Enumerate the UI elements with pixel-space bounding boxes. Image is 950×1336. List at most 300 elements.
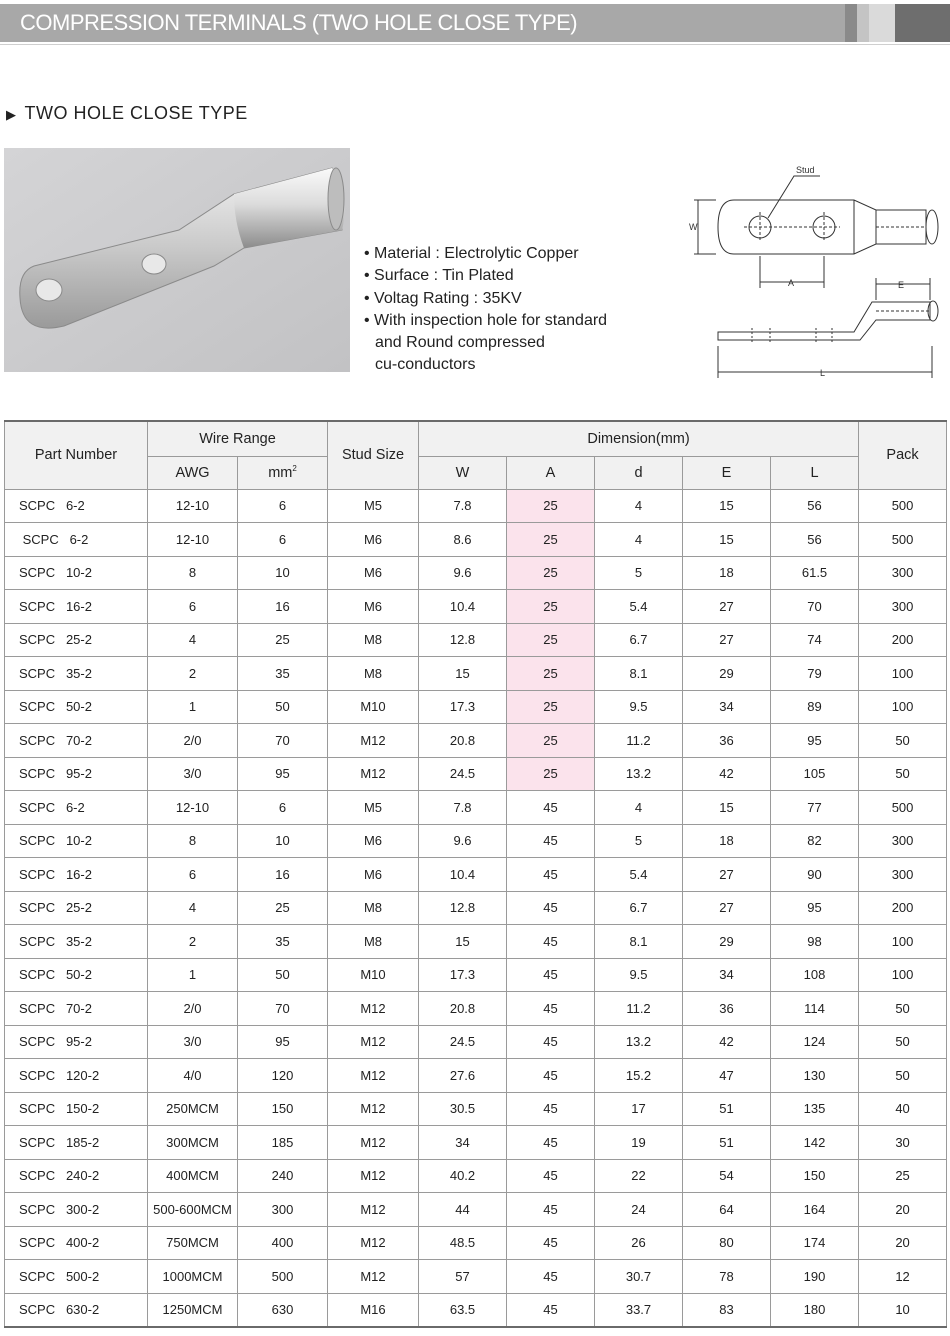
cell-l: 90 — [771, 858, 859, 892]
cell-mm2: 6 — [238, 791, 328, 825]
cell-l: 70 — [771, 590, 859, 624]
spec-note: cu-conductors — [375, 356, 476, 374]
cell-l: 174 — [771, 1226, 859, 1260]
cell-a: 45 — [507, 992, 595, 1026]
cell-a: 45 — [507, 1092, 595, 1126]
cell-a: 25 — [507, 590, 595, 624]
cell-l: 124 — [771, 1025, 859, 1059]
cell-pack: 20 — [859, 1193, 947, 1227]
cell-a: 45 — [507, 1193, 595, 1227]
cell-stud: M12 — [328, 1025, 419, 1059]
cell-stud: M8 — [328, 623, 419, 657]
cell-mm2: 6 — [238, 523, 328, 557]
cell-part: SCPC 70-2 — [5, 724, 148, 758]
cell-l: 135 — [771, 1092, 859, 1126]
header-e: E — [683, 456, 771, 489]
cell-awg: 1 — [148, 958, 238, 992]
cell-l: 180 — [771, 1293, 859, 1327]
cell-w: 20.8 — [419, 992, 507, 1026]
cell-mm2: 70 — [238, 992, 328, 1026]
cell-e: 54 — [683, 1159, 771, 1193]
cell-mm2: 150 — [238, 1092, 328, 1126]
cell-pack: 100 — [859, 657, 947, 691]
cell-part: SCPC 120-2 — [5, 1059, 148, 1093]
page-title: COMPRESSION TERMINALS (TWO HOLE CLOSE TYPE) — [20, 10, 578, 35]
cell-part: SCPC 300-2 — [5, 1193, 148, 1227]
title-bar — [0, 4, 950, 42]
cell-awg: 2/0 — [148, 992, 238, 1026]
title-bar-accent — [857, 4, 869, 42]
cell-d: 11.2 — [595, 724, 683, 758]
table-row — [5, 1159, 947, 1193]
cell-w: 17.3 — [419, 690, 507, 724]
cell-e: 15 — [683, 791, 771, 825]
cell-l: 164 — [771, 1193, 859, 1227]
cell-e: 27 — [683, 858, 771, 892]
cell-stud: M6 — [328, 590, 419, 624]
cell-d: 6.7 — [595, 623, 683, 657]
cell-pack: 200 — [859, 623, 947, 657]
title-bar-accent — [869, 4, 895, 42]
header-a: A — [507, 456, 595, 489]
cell-d: 24 — [595, 1193, 683, 1227]
cell-part: SCPC 16-2 — [5, 858, 148, 892]
cell-part: SCPC 500-2 — [5, 1260, 148, 1294]
table-row — [5, 757, 947, 791]
cell-stud: M12 — [328, 1260, 419, 1294]
cell-mm2: 16 — [238, 858, 328, 892]
cell-stud: M8 — [328, 891, 419, 925]
cell-awg: 2 — [148, 925, 238, 959]
cell-a: 45 — [507, 1159, 595, 1193]
cell-pack: 40 — [859, 1092, 947, 1126]
cell-stud: M10 — [328, 690, 419, 724]
header-awg: AWG — [148, 456, 238, 489]
cell-stud: M12 — [328, 1126, 419, 1160]
cell-stud: M8 — [328, 925, 419, 959]
cell-a: 25 — [507, 489, 595, 523]
cell-stud: M12 — [328, 1159, 419, 1193]
cell-l: 142 — [771, 1126, 859, 1160]
cell-e: 78 — [683, 1260, 771, 1294]
cell-awg: 4/0 — [148, 1059, 238, 1093]
cell-w: 34 — [419, 1126, 507, 1160]
cell-a: 45 — [507, 1059, 595, 1093]
cell-e: 27 — [683, 891, 771, 925]
cell-w: 63.5 — [419, 1293, 507, 1327]
cell-w: 15 — [419, 657, 507, 691]
cell-mm2: 10 — [238, 824, 328, 858]
cell-pack: 300 — [859, 824, 947, 858]
cell-pack: 100 — [859, 958, 947, 992]
cell-e: 51 — [683, 1126, 771, 1160]
cell-d: 19 — [595, 1126, 683, 1160]
cell-awg: 1250MCM — [148, 1293, 238, 1327]
cell-pack: 50 — [859, 757, 947, 791]
cell-a: 45 — [507, 1293, 595, 1327]
table-row — [5, 657, 947, 691]
table-row — [5, 1226, 947, 1260]
cell-awg: 12-10 — [148, 523, 238, 557]
cell-w: 10.4 — [419, 858, 507, 892]
table-row — [5, 858, 947, 892]
cell-part: SCPC 70-2 — [5, 992, 148, 1026]
cell-a: 25 — [507, 556, 595, 590]
cell-l: 79 — [771, 657, 859, 691]
cell-e: 36 — [683, 724, 771, 758]
cell-stud: M6 — [328, 556, 419, 590]
table-row — [5, 958, 947, 992]
cell-e: 18 — [683, 556, 771, 590]
cell-w: 20.8 — [419, 724, 507, 758]
dimension-drawing — [686, 160, 950, 382]
cell-pack: 50 — [859, 724, 947, 758]
cell-w: 12.8 — [419, 891, 507, 925]
cell-d: 4 — [595, 523, 683, 557]
cell-awg: 1 — [148, 690, 238, 724]
cell-awg: 12-10 — [148, 791, 238, 825]
cell-e: 18 — [683, 824, 771, 858]
table-row — [5, 523, 947, 557]
cell-part: SCPC 35-2 — [5, 657, 148, 691]
cell-mm2: 400 — [238, 1226, 328, 1260]
cell-stud: M5 — [328, 489, 419, 523]
cell-part: SCPC 400-2 — [5, 1226, 148, 1260]
cell-w: 15 — [419, 925, 507, 959]
cell-l: 190 — [771, 1260, 859, 1294]
spec-voltage-rating: • Voltag Rating : 35KV — [364, 289, 522, 307]
cell-l: 89 — [771, 690, 859, 724]
table-row — [5, 489, 947, 523]
cell-pack: 300 — [859, 590, 947, 624]
table-row — [5, 1260, 947, 1294]
cell-a: 45 — [507, 824, 595, 858]
cell-a: 45 — [507, 1260, 595, 1294]
cell-part: SCPC 10-2 — [5, 824, 148, 858]
cell-part: SCPC 95-2 — [5, 1025, 148, 1059]
cell-awg: 300MCM — [148, 1126, 238, 1160]
cell-awg: 8 — [148, 824, 238, 858]
spec-material: • Material : Electrolytic Copper — [364, 245, 579, 262]
title-divider — [0, 44, 950, 45]
cell-mm2: 25 — [238, 623, 328, 657]
cell-part: SCPC 6-2 — [5, 523, 148, 557]
e-label: E — [898, 280, 905, 290]
cell-l: 56 — [771, 489, 859, 523]
cell-mm2: 50 — [238, 690, 328, 724]
cell-stud: M5 — [328, 791, 419, 825]
cell-a: 25 — [507, 623, 595, 657]
cell-stud: M12 — [328, 992, 419, 1026]
cell-stud: M6 — [328, 858, 419, 892]
cell-pack: 200 — [859, 891, 947, 925]
product-photo — [4, 148, 350, 372]
cell-e: 51 — [683, 1092, 771, 1126]
cell-awg: 750MCM — [148, 1226, 238, 1260]
cell-w: 17.3 — [419, 958, 507, 992]
cell-part: SCPC 10-2 — [5, 556, 148, 590]
cell-w: 24.5 — [419, 1025, 507, 1059]
cell-a: 25 — [507, 523, 595, 557]
cell-pack: 50 — [859, 1059, 947, 1093]
table-row — [5, 791, 947, 825]
cell-l: 98 — [771, 925, 859, 959]
table-row — [5, 623, 947, 657]
cell-e: 47 — [683, 1059, 771, 1093]
cell-d: 4 — [595, 489, 683, 523]
cell-a: 25 — [507, 757, 595, 791]
cell-w: 9.6 — [419, 556, 507, 590]
cell-mm2: 10 — [238, 556, 328, 590]
cell-awg: 3/0 — [148, 1025, 238, 1059]
cell-e: 15 — [683, 523, 771, 557]
cell-part: SCPC 150-2 — [5, 1092, 148, 1126]
cell-pack: 500 — [859, 489, 947, 523]
cell-a: 45 — [507, 891, 595, 925]
cell-d: 15.2 — [595, 1059, 683, 1093]
cell-w: 40.2 — [419, 1159, 507, 1193]
cell-awg: 6 — [148, 590, 238, 624]
cell-mm2: 35 — [238, 925, 328, 959]
cell-d: 8.1 — [595, 657, 683, 691]
cell-stud: M12 — [328, 757, 419, 791]
cell-w: 24.5 — [419, 757, 507, 791]
cell-stud: M16 — [328, 1293, 419, 1327]
cell-pack: 300 — [859, 556, 947, 590]
cell-mm2: 95 — [238, 1025, 328, 1059]
table-row — [5, 824, 947, 858]
cell-awg: 250MCM — [148, 1092, 238, 1126]
cell-awg: 2 — [148, 657, 238, 691]
header-l: L — [771, 456, 859, 489]
triangle-right-icon: ▶ — [6, 107, 17, 122]
cell-d: 5.4 — [595, 858, 683, 892]
cell-e: 42 — [683, 757, 771, 791]
cell-l: 74 — [771, 623, 859, 657]
cell-pack: 500 — [859, 791, 947, 825]
section-title: TWO HOLE CLOSE TYPE — [24, 103, 248, 123]
cell-mm2: 16 — [238, 590, 328, 624]
table-row — [5, 1092, 947, 1126]
cell-d: 22 — [595, 1159, 683, 1193]
header-wire-range: Wire Range — [148, 421, 328, 456]
cell-a: 45 — [507, 925, 595, 959]
cell-awg: 12-10 — [148, 489, 238, 523]
header-part-number: Part Number — [5, 421, 148, 489]
cell-stud: M12 — [328, 1193, 419, 1227]
cell-a: 45 — [507, 1226, 595, 1260]
cell-a: 45 — [507, 958, 595, 992]
cell-d: 5 — [595, 556, 683, 590]
cell-d: 26 — [595, 1226, 683, 1260]
cell-part: SCPC 25-2 — [5, 891, 148, 925]
cell-a: 25 — [507, 657, 595, 691]
title-bar-accent — [845, 4, 857, 42]
w-label: W — [689, 222, 698, 232]
cell-l: 77 — [771, 791, 859, 825]
table-row — [5, 925, 947, 959]
table-row — [5, 1293, 947, 1327]
cell-e: 83 — [683, 1293, 771, 1327]
cell-mm2: 6 — [238, 489, 328, 523]
cell-w: 30.5 — [419, 1092, 507, 1126]
spec-note: and Round compressed — [375, 334, 545, 352]
cell-d: 17 — [595, 1092, 683, 1126]
cell-mm2: 25 — [238, 891, 328, 925]
cell-stud: M12 — [328, 724, 419, 758]
table-row — [5, 1193, 947, 1227]
a-label: A — [788, 278, 795, 288]
cell-part: SCPC 6-2 — [5, 489, 148, 523]
cell-d: 11.2 — [595, 992, 683, 1026]
cell-pack: 50 — [859, 992, 947, 1026]
spec-table — [4, 420, 947, 1328]
title-bar-accent — [895, 4, 950, 42]
cell-e: 27 — [683, 590, 771, 624]
header-d: d — [595, 456, 683, 489]
cell-pack: 25 — [859, 1159, 947, 1193]
cell-mm2: 500 — [238, 1260, 328, 1294]
cell-l: 114 — [771, 992, 859, 1026]
cell-d: 5.4 — [595, 590, 683, 624]
cell-a: 45 — [507, 1126, 595, 1160]
cell-stud: M10 — [328, 958, 419, 992]
cell-awg: 3/0 — [148, 757, 238, 791]
cell-w: 8.6 — [419, 523, 507, 557]
cell-mm2: 300 — [238, 1193, 328, 1227]
cell-awg: 500-600MCM — [148, 1193, 238, 1227]
cell-e: 34 — [683, 958, 771, 992]
cell-e: 15 — [683, 489, 771, 523]
cell-pack: 12 — [859, 1260, 947, 1294]
cell-d: 13.2 — [595, 1025, 683, 1059]
table-row — [5, 1126, 947, 1160]
cell-d: 4 — [595, 791, 683, 825]
cell-mm2: 50 — [238, 958, 328, 992]
cell-awg: 4 — [148, 623, 238, 657]
header-dimension: Dimension(mm) — [419, 421, 859, 456]
cell-w: 48.5 — [419, 1226, 507, 1260]
cell-pack: 10 — [859, 1293, 947, 1327]
cell-stud: M12 — [328, 1226, 419, 1260]
header-stud-size: Stud Size — [328, 421, 419, 489]
cell-e: 29 — [683, 925, 771, 959]
cell-part: SCPC 50-2 — [5, 690, 148, 724]
cell-part: SCPC 185-2 — [5, 1126, 148, 1160]
header-mm2: $mm^2$ — [238, 456, 328, 489]
terminal-lug-image — [4, 148, 350, 372]
cell-mm2: 120 — [238, 1059, 328, 1093]
cell-l: 130 — [771, 1059, 859, 1093]
l-label: L — [820, 368, 826, 378]
cell-awg: 2/0 — [148, 724, 238, 758]
cell-d: 33.7 — [595, 1293, 683, 1327]
cell-part: SCPC 50-2 — [5, 958, 148, 992]
cell-w: 7.8 — [419, 489, 507, 523]
cell-mm2: 630 — [238, 1293, 328, 1327]
header-pack: Pack — [859, 421, 947, 489]
cell-l: 95 — [771, 724, 859, 758]
cell-awg: 400MCM — [148, 1159, 238, 1193]
cell-stud: M6 — [328, 824, 419, 858]
cell-awg: 4 — [148, 891, 238, 925]
cell-e: 29 — [683, 657, 771, 691]
cell-awg: 6 — [148, 858, 238, 892]
spec-note: • With inspection hole for standard — [364, 311, 608, 329]
cell-awg: 8 — [148, 556, 238, 590]
cell-l: 150 — [771, 1159, 859, 1193]
cell-w: 9.6 — [419, 824, 507, 858]
cell-l: 82 — [771, 824, 859, 858]
cell-d: 5 — [595, 824, 683, 858]
cell-l: 108 — [771, 958, 859, 992]
cell-awg: 1000MCM — [148, 1260, 238, 1294]
cell-e: 27 — [683, 623, 771, 657]
cell-w: 57 — [419, 1260, 507, 1294]
cell-w: 12.8 — [419, 623, 507, 657]
table-row — [5, 724, 947, 758]
cell-pack: 100 — [859, 690, 947, 724]
cell-d: 9.5 — [595, 690, 683, 724]
table-row — [5, 690, 947, 724]
cell-d: 8.1 — [595, 925, 683, 959]
cell-part: SCPC 95-2 — [5, 757, 148, 791]
cell-part: SCPC 6-2 — [5, 791, 148, 825]
stud-label: Stud — [796, 165, 815, 175]
cell-e: 80 — [683, 1226, 771, 1260]
table-body — [5, 489, 947, 1327]
cell-a: 45 — [507, 858, 595, 892]
spec-list — [364, 243, 607, 377]
cell-d: 30.7 — [595, 1260, 683, 1294]
cell-part: SCPC 35-2 — [5, 925, 148, 959]
table-row — [5, 556, 947, 590]
cell-a: 25 — [507, 724, 595, 758]
cell-pack: 30 — [859, 1126, 947, 1160]
cell-d: 9.5 — [595, 958, 683, 992]
cell-w: 44 — [419, 1193, 507, 1227]
cell-part: SCPC 25-2 — [5, 623, 148, 657]
cell-stud: M6 — [328, 523, 419, 557]
cell-pack: 500 — [859, 523, 947, 557]
spec-surface: • Surface : Tin Plated — [364, 267, 514, 285]
cell-pack: 100 — [859, 925, 947, 959]
cell-mm2: 185 — [238, 1126, 328, 1160]
cell-l: 56 — [771, 523, 859, 557]
cell-d: 6.7 — [595, 891, 683, 925]
cell-a: 45 — [507, 791, 595, 825]
cell-e: 34 — [683, 690, 771, 724]
header-w: W — [419, 456, 507, 489]
cell-pack: 300 — [859, 858, 947, 892]
cell-l: 61.5 — [771, 556, 859, 590]
cell-stud: M12 — [328, 1059, 419, 1093]
cell-stud: M8 — [328, 657, 419, 691]
cell-pack: 20 — [859, 1226, 947, 1260]
table-row — [5, 590, 947, 624]
cell-l: 105 — [771, 757, 859, 791]
technical-diagram — [686, 160, 950, 382]
cell-mm2: 35 — [238, 657, 328, 691]
cell-a: 45 — [507, 1025, 595, 1059]
cell-e: 64 — [683, 1193, 771, 1227]
cell-w: 7.8 — [419, 791, 507, 825]
section-heading — [6, 103, 248, 124]
cell-l: 95 — [771, 891, 859, 925]
cell-d: 13.2 — [595, 757, 683, 791]
cell-mm2: 240 — [238, 1159, 328, 1193]
table-row — [5, 1025, 947, 1059]
